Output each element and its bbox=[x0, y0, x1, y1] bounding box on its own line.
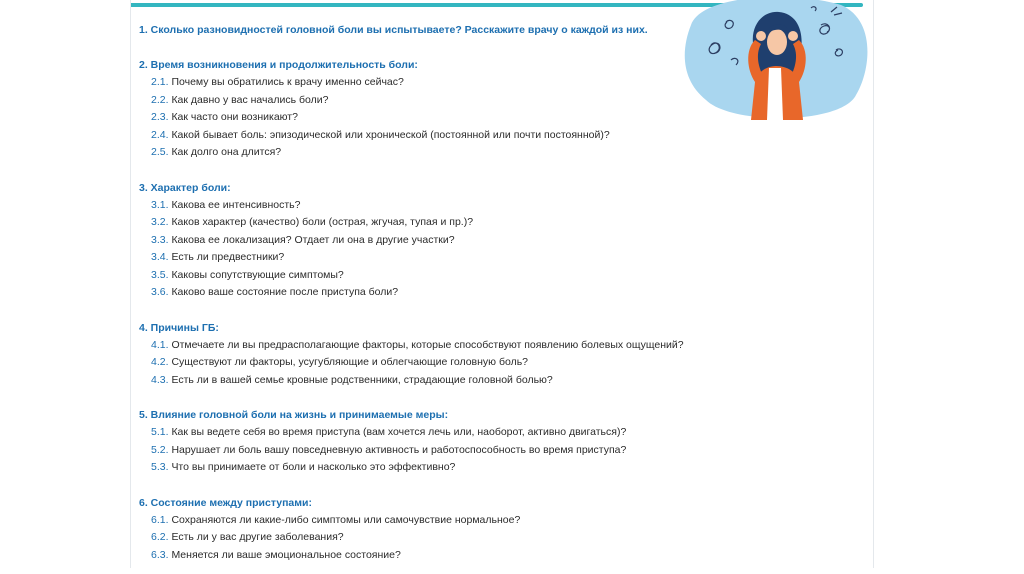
section-heading: 4. Причины ГБ: bbox=[139, 321, 219, 334]
question-item: 5.2. Нарушает ли боль вашу повседневную активность и работоспособность во время приступа? bbox=[151, 443, 627, 456]
question-item: 5.1. Как вы ведете себя во время приступа (вам хочется лечь или, наоборот, активно двигаться)? bbox=[151, 426, 627, 438]
question-item: 4.2. Существуют ли факторы, усугубляющие и облегчающие головную боль? bbox=[151, 356, 529, 368]
question-item: 2.2. Как давно у вас начались боли? bbox=[151, 93, 329, 106]
question-item: 2.1. Почему вы обратились к врачу именно сейчас? bbox=[151, 76, 404, 88]
question-item: 3.6. Каково ваше состояние после приступа боли? bbox=[151, 286, 399, 298]
question-item: 4.1. Отмечаете ли вы предрасполагающие факторы, которые способствуют появлению болевых ощущений? bbox=[151, 338, 684, 351]
question-item: 3.4. Есть ли предвестники? bbox=[151, 251, 285, 263]
question-item: 3.5. Каковы сопутствующие симптомы? bbox=[151, 268, 344, 281]
section-1 bbox=[139, 22, 739, 39]
section-heading: 3. Характер боли: bbox=[139, 181, 231, 194]
question-item: 3.1. Какова ее интенсивность? bbox=[151, 198, 301, 211]
section-heading: 5. Влияние головной боли на жизнь и принимаемые меры: bbox=[139, 409, 449, 421]
section-2 bbox=[139, 57, 739, 162]
question-item: 4.3. Есть ли в вашей семье кровные родственники, страдающие головной болью? bbox=[151, 373, 553, 386]
question-item: 5.3. Что вы принимаете от боли и насколько это эффективно? bbox=[151, 461, 456, 473]
section-heading: 6. Состояние между приступами: bbox=[139, 496, 312, 509]
section-heading: 2. Время возникновения и продолжительность боли: bbox=[139, 59, 418, 71]
question-item: 2.3. Как часто они возникают? bbox=[151, 111, 298, 123]
section-6 bbox=[139, 495, 739, 565]
question-item: 3.3. Какова ее локализация? Отдает ли она в другие участки? bbox=[151, 233, 455, 246]
section-4 bbox=[139, 320, 739, 390]
question-item: 6.3. Меняется ли ваше эмоциональное состояние? bbox=[151, 548, 401, 561]
document-page bbox=[130, 0, 874, 568]
section-3 bbox=[139, 180, 739, 302]
question-item: 2.4. Какой бывает боль: эпизодической или хронической (постоянной или почти постоянной)? bbox=[151, 128, 610, 141]
question-item: 3.2. Каков характер (качество) боли (острая, жгучая, тупая и пр.)? bbox=[151, 216, 474, 228]
section-5 bbox=[139, 407, 739, 477]
section-heading: 1. Сколько разновидностей головной боли вы испытываете? Расскажите врачу о каждой из них. bbox=[139, 24, 648, 36]
questionnaire bbox=[139, 22, 739, 568]
question-item: 2.5. Как долго она длится? bbox=[151, 146, 282, 158]
question-item: 6.1. Сохраняются ли какие-либо симптомы или самочувствие нормальное? bbox=[151, 513, 521, 526]
question-item: 6.2. Есть ли у вас другие заболевания? bbox=[151, 531, 344, 543]
